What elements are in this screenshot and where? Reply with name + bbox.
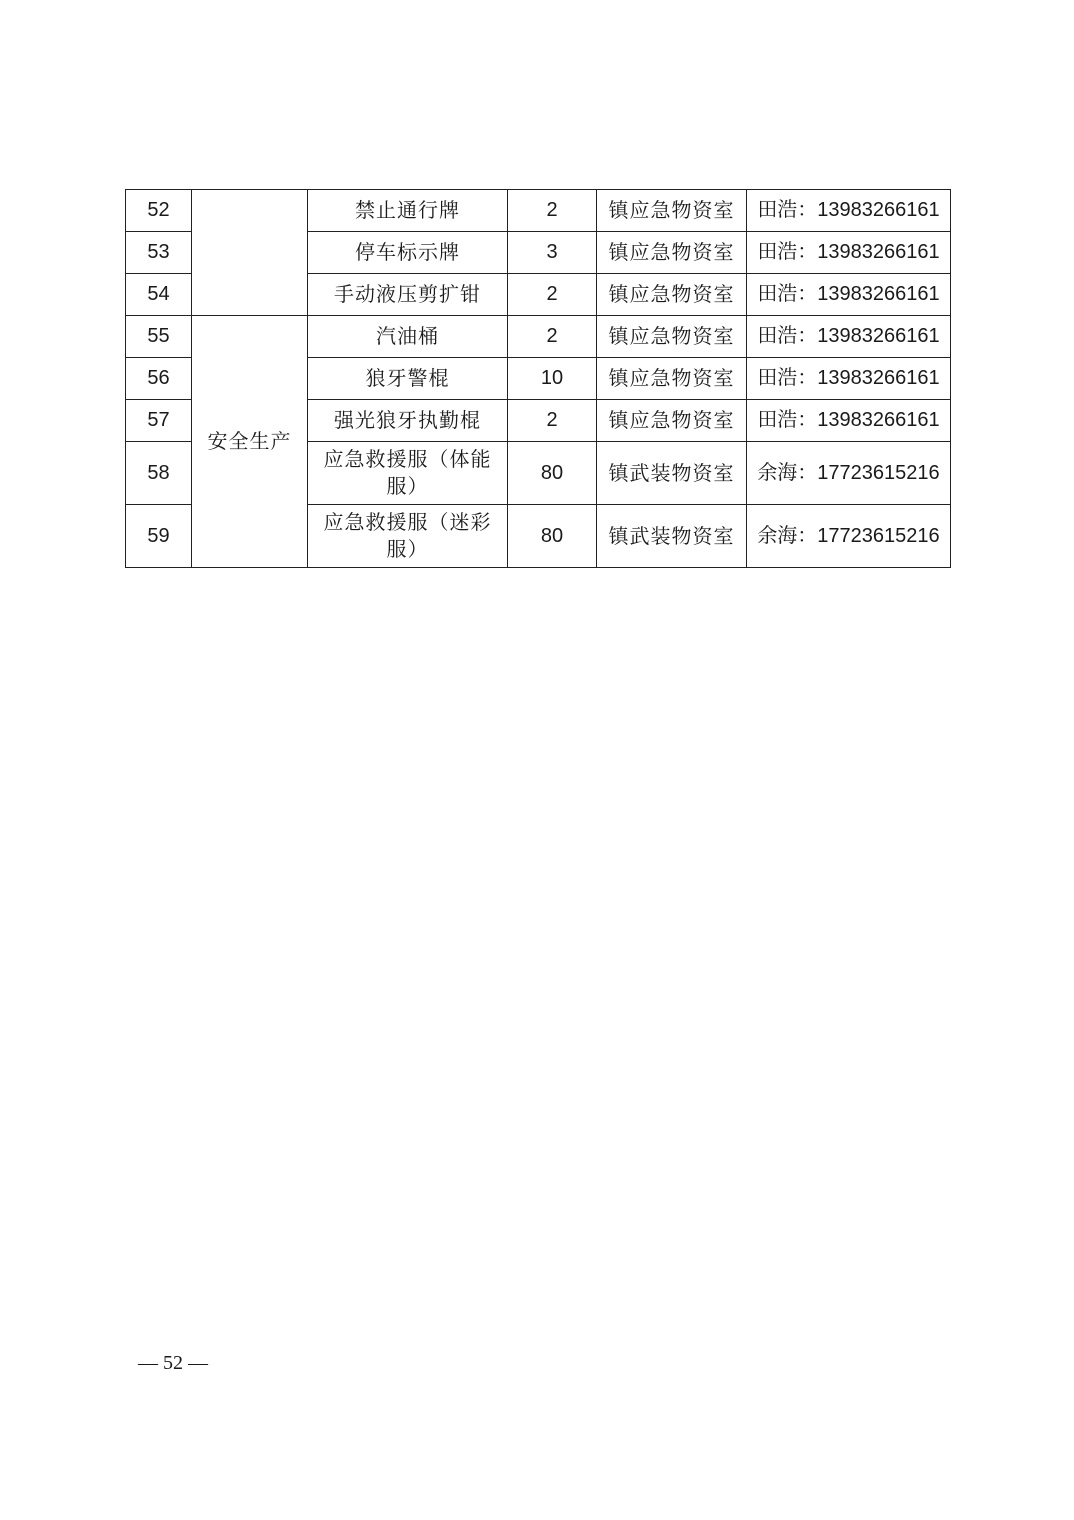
storage-location: 镇武装物资室 — [597, 505, 747, 568]
row-number: 53 — [126, 232, 192, 274]
item-quantity: 2 — [508, 190, 597, 232]
item-quantity: 2 — [508, 400, 597, 442]
category-cell — [192, 190, 308, 316]
item-name: 强光狼牙执勤棍 — [308, 400, 508, 442]
storage-location: 镇应急物资室 — [597, 232, 747, 274]
item-name: 狼牙警棍 — [308, 358, 508, 400]
storage-location: 镇应急物资室 — [597, 190, 747, 232]
item-name: 应急救援服（体能服） — [308, 442, 508, 505]
row-number: 57 — [126, 400, 192, 442]
storage-location: 镇应急物资室 — [597, 400, 747, 442]
contact-person: 余海：17723615216 — [747, 442, 951, 505]
storage-location: 镇应急物资室 — [597, 274, 747, 316]
storage-location: 镇武装物资室 — [597, 442, 747, 505]
item-quantity: 2 — [508, 274, 597, 316]
row-number: 58 — [126, 442, 192, 505]
contact-person: 田浩：13983266161 — [747, 274, 951, 316]
storage-location: 镇应急物资室 — [597, 358, 747, 400]
page-number: — 52 — — [138, 1352, 208, 1374]
item-name: 手动液压剪扩钳 — [308, 274, 508, 316]
contact-person: 田浩：13983266161 — [747, 190, 951, 232]
item-quantity: 3 — [508, 232, 597, 274]
item-name: 停车标示牌 — [308, 232, 508, 274]
contact-person: 田浩：13983266161 — [747, 400, 951, 442]
category-cell: 安全生产 — [192, 316, 308, 568]
row-number: 55 — [126, 316, 192, 358]
item-quantity: 10 — [508, 358, 597, 400]
row-number: 52 — [126, 190, 192, 232]
inventory-table — [125, 189, 951, 568]
table-row — [126, 316, 951, 358]
row-number: 56 — [126, 358, 192, 400]
contact-person: 田浩：13983266161 — [747, 316, 951, 358]
contact-person: 田浩：13983266161 — [747, 358, 951, 400]
item-quantity: 80 — [508, 505, 597, 568]
item-quantity: 80 — [508, 442, 597, 505]
contact-person: 余海：17723615216 — [747, 505, 951, 568]
item-name: 应急救援服（迷彩服） — [308, 505, 508, 568]
item-name: 禁止通行牌 — [308, 190, 508, 232]
row-number: 54 — [126, 274, 192, 316]
contact-person: 田浩：13983266161 — [747, 232, 951, 274]
storage-location: 镇应急物资室 — [597, 316, 747, 358]
item-quantity: 2 — [508, 316, 597, 358]
table-row — [126, 190, 951, 232]
row-number: 59 — [126, 505, 192, 568]
item-name: 汽油桶 — [308, 316, 508, 358]
